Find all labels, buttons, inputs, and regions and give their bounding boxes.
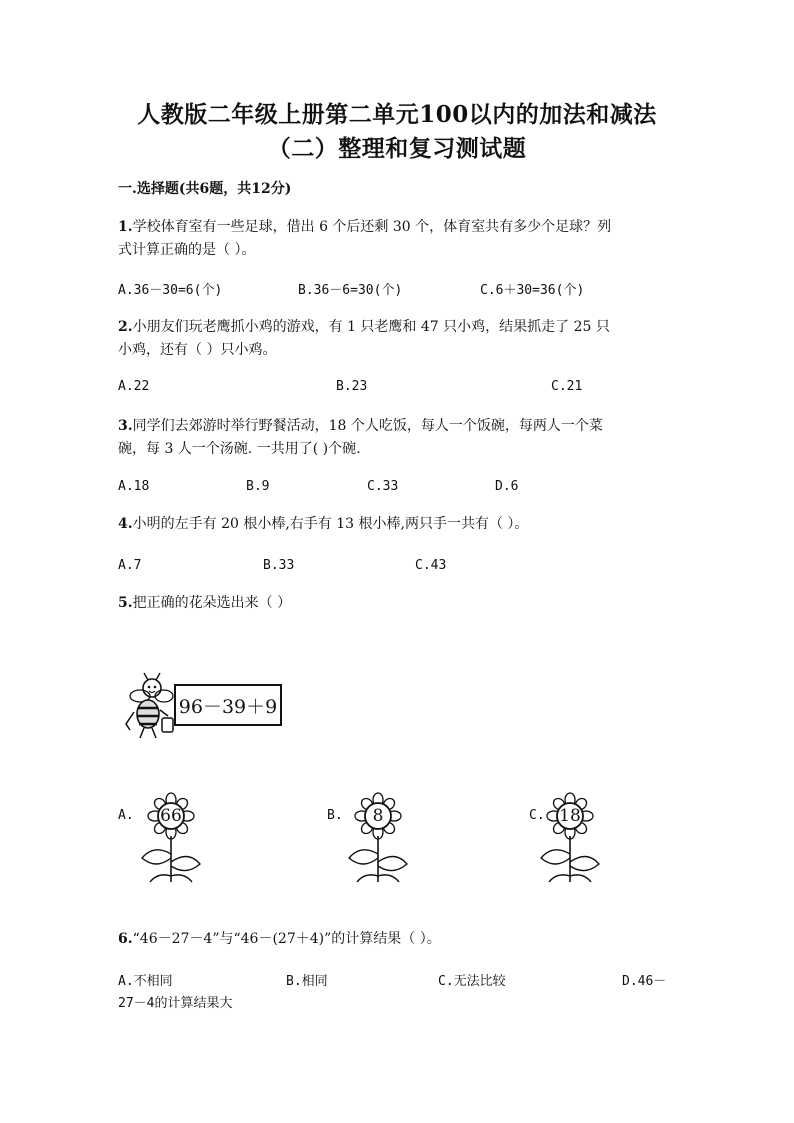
question-number: 1. bbox=[118, 219, 133, 235]
question-5 bbox=[118, 592, 678, 615]
option-d[interactable]: D.46－ bbox=[622, 974, 667, 989]
option-c[interactable]: C.43 bbox=[415, 558, 447, 573]
option-b[interactable]: B.9 bbox=[246, 479, 270, 494]
page-title-line2: （二）整理和复习测试题 bbox=[267, 135, 527, 162]
question-number: 6. bbox=[118, 931, 133, 947]
question-1-options bbox=[118, 279, 678, 299]
flower-number: 8 bbox=[372, 806, 384, 826]
bee-icon bbox=[122, 672, 174, 742]
question-2 bbox=[118, 316, 678, 362]
bee-expression-figure bbox=[122, 668, 288, 744]
option-b[interactable]: B.36－6=30(个) bbox=[298, 283, 403, 298]
option-a[interactable]: A.不相同 bbox=[118, 974, 173, 989]
question-6-options bbox=[118, 970, 678, 990]
sunflower-a[interactable] bbox=[136, 792, 206, 884]
question-4-options bbox=[118, 558, 678, 578]
flower-number: 66 bbox=[160, 806, 182, 826]
question-number: 4. bbox=[118, 516, 133, 532]
question-3 bbox=[118, 415, 678, 461]
option-c[interactable]: C. bbox=[529, 808, 545, 823]
question-text-line1: 把正确的花朵选出来（ ） bbox=[132, 595, 292, 611]
option-b[interactable]: B.33 bbox=[263, 558, 295, 573]
question-4 bbox=[118, 513, 678, 536]
question-text-line2: 小鸡，还有（ ）只小鸡。 bbox=[118, 342, 277, 358]
sunflower-c[interactable] bbox=[535, 792, 605, 884]
question-6 bbox=[118, 928, 678, 951]
question-text-line1: 小朋友们玩老鹰抓小鸡的游戏，有 1 只老鹰和 47 只小鸡，结果抓走了 25 只 bbox=[132, 319, 610, 335]
option-a[interactable]: A.22 bbox=[118, 379, 150, 394]
option-c[interactable]: C.33 bbox=[367, 479, 399, 494]
option-b[interactable]: B.相同 bbox=[286, 974, 328, 989]
option-d-continued[interactable]: 27－4的计算结果大 bbox=[118, 996, 233, 1011]
question-text-line2: 碗，每 3 人一个汤碗. 一共用了( )个碗. bbox=[118, 441, 361, 457]
expression-box: 96－39＋9 bbox=[174, 684, 282, 726]
sunflower-b[interactable] bbox=[343, 792, 413, 884]
option-c[interactable]: C.6＋30=36(个) bbox=[480, 283, 585, 298]
option-c[interactable]: C.无法比较 bbox=[438, 974, 506, 989]
option-b[interactable]: B.23 bbox=[336, 379, 368, 394]
option-a[interactable]: A.18 bbox=[118, 479, 150, 494]
page-title-line1: 人教版二年级上册第二单元100以内的加法和减法 bbox=[137, 101, 657, 128]
option-b[interactable]: B. bbox=[327, 808, 343, 823]
question-text-line1: 同学们去郊游时举行野餐活动，18 个人吃饭，每人一个饭碗，每两人一个菜 bbox=[132, 418, 603, 434]
option-a[interactable]: A. bbox=[118, 808, 134, 823]
question-number: 3. bbox=[118, 418, 133, 434]
question-6-option-d-continued bbox=[118, 992, 678, 1012]
option-a[interactable]: A.7 bbox=[118, 558, 142, 573]
question-number: 2. bbox=[118, 319, 133, 335]
question-text-line1: “46－27－4”与“46－(27＋4)”的计算结果（ ）。 bbox=[132, 931, 441, 947]
question-1 bbox=[118, 216, 678, 262]
option-a[interactable]: A.36－30=6(个) bbox=[118, 283, 223, 298]
question-2-options bbox=[118, 379, 678, 399]
section-heading: 一.选择题(共6题，共12分) bbox=[118, 181, 292, 197]
option-d[interactable]: D.6 bbox=[495, 479, 519, 494]
question-3-options bbox=[118, 479, 678, 499]
question-text-line1: 小明的左手有 20 根小棒,右手有 13 根小棒,两只手一共有（ ）。 bbox=[132, 516, 529, 532]
question-text-line1: 学校体育室有一些足球，借出 6 个后还剩 30 个，体育室共有多少个足球？列 bbox=[132, 219, 612, 235]
question-number: 5. bbox=[118, 595, 133, 611]
question-text-line2: 式计算正确的是（ ）。 bbox=[118, 242, 256, 258]
flower-number: 18 bbox=[559, 806, 581, 826]
option-c[interactable]: C.21 bbox=[551, 379, 583, 394]
